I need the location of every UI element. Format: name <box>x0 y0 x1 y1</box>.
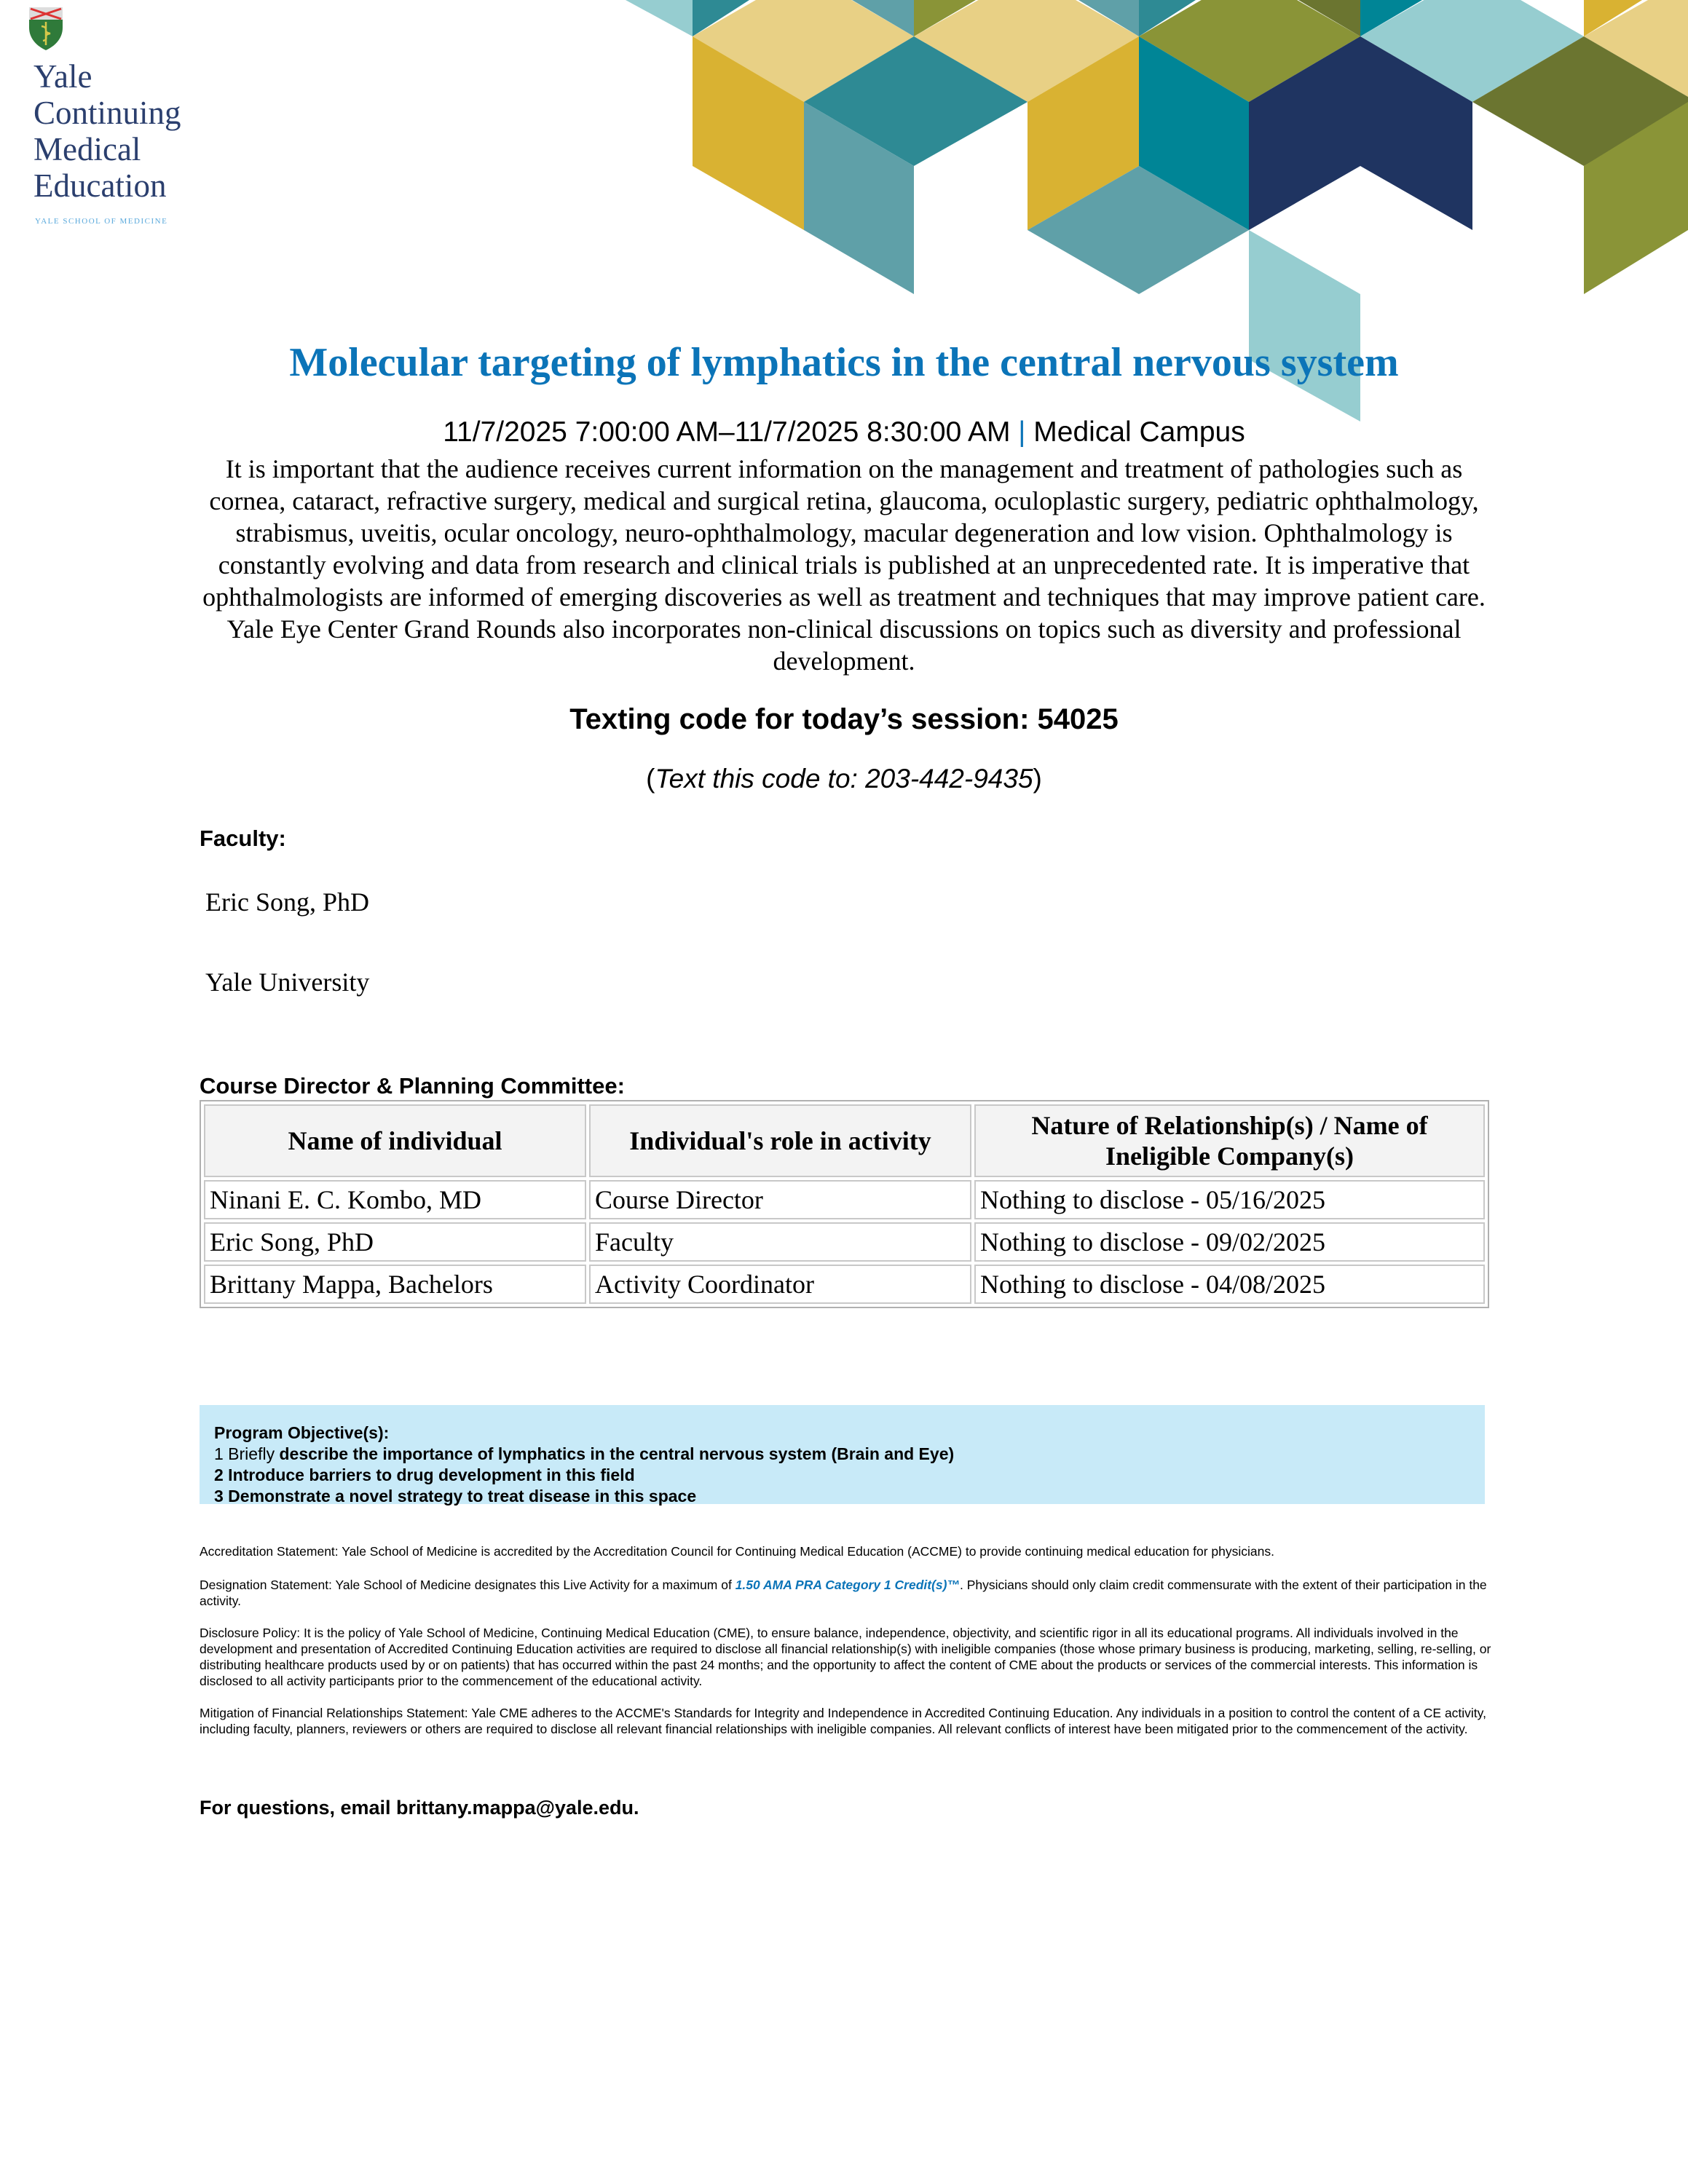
cell-relationship: Nothing to disclose - 04/08/2025 <box>974 1265 1485 1304</box>
objective-prefix: 1 Briefly <box>214 1444 280 1463</box>
committee-table <box>200 1100 1489 1308</box>
cell-name: Eric Song, PhD <box>204 1222 586 1262</box>
logo-line: Yale <box>33 58 92 95</box>
designation-statement <box>200 1577 1492 1609</box>
paren-open: ( <box>646 764 655 794</box>
mitigation-statement: Mitigation of Financial Relationships Statement: Yale CME adheres to the ACCME's Standards for Integrity and Independence in Accredited Continuing Education. Any individuals in a position to control the content of a CE activity, including faculty, planners, reviewers or others are required to disclose all relevant financial relationships with ineligible companies. All relevant conflicts of interest have been mitigated prior to the commencement of the activity. <box>200 1706 1486 1736</box>
text-to-number: Text this code to: 203-442-9435 <box>655 764 1033 794</box>
designation-text: . Physicians should only claim credit commensurate with the extent of their participation in the activity. <box>200 1578 1487 1608</box>
faculty-name: Eric Song, PhD <box>205 887 369 917</box>
table-row <box>204 1180 1485 1219</box>
table-header-row <box>204 1104 1485 1177</box>
texting-code: Texting code for today’s session: 54025 <box>569 703 1119 735</box>
table-row <box>204 1265 1485 1304</box>
cell-name: Brittany Mappa, Bachelors <box>204 1265 586 1304</box>
contact-email: For questions, email brittany.mappa@yale.edu. <box>200 1797 639 1819</box>
logo-line: Continuing <box>33 95 181 131</box>
objectives-heading: Program Objective(s): <box>214 1423 390 1442</box>
committee-heading: Course Director & Planning Committee: <box>200 1073 625 1099</box>
cell-role: Course Director <box>589 1180 971 1219</box>
event-description: It is important that the audience receives current information on the management and treatment of pathologies such as cornea, cataract, refractive surgery, medical and surgical retina, glaucoma, oculoplastic surgery, pediatric ophthalmology, strabismus, uveitis, ocular oncology, neuro-ophthalmology, macular degeneration and low vision. Ophthalmology is constantly evolving and data from research and clinical trials is published at an unprecedented rate. It is imperative that ophthalmologists are informed of emerging discoveries as well as treatment and techniques that may improve patient care. Yale Eye Center Grand Rounds also incorporates non-clinical discussions on topics such as diversity and professional development. <box>202 454 1486 676</box>
texting-instruction <box>0 764 1688 794</box>
paren-close: ) <box>1033 764 1042 794</box>
cell-role: Faculty <box>589 1222 971 1262</box>
column-header: Nature of Relationship(s) / Name of Ineligible Company(s) <box>974 1104 1485 1177</box>
event-datetime: 11/7/2025 7:00:00 AM–11/7/2025 8:30:00 AM <box>443 416 1011 448</box>
logo-line: Medical <box>33 131 141 167</box>
column-header: Individual's role in activity <box>589 1104 971 1177</box>
disclosure-policy: Disclosure Policy: It is the policy of Yale School of Medicine, Continuing Medical Education (CME), to ensure balance, independence, objectivity, and scientific rigor in all its educational programs. All individuals involved in the development and presentation of Accredited Continuing Education activities are required to disclose all financial relationship(s) with ineligible companies (those whose primary business is producing, marketing, selling, re-selling, or distributing healthcare products used by or on patients) that has occurred within the past 24 months; and the opportunity to affect the content of CME about the products or services of the commercial interests. This information is disclosed to all activity participants prior to the commencement of the educational activity. <box>200 1626 1491 1688</box>
cell-name: Ninani E. C. Kombo, MD <box>204 1180 586 1219</box>
faculty-heading: Faculty: <box>200 826 286 851</box>
logo-line: Education <box>33 167 167 204</box>
objective-text: describe the importance of lymphatics in the central nervous system (Brain and Eye) <box>279 1444 955 1463</box>
event-dateline <box>0 416 1688 448</box>
accreditation-statement: Accreditation Statement: Yale School of Medicine is accredited by the Accreditation Council for Continuing Medical Education (ACCME) to provide continuing medical education for physicians. <box>200 1544 1274 1559</box>
designation-text: Designation Statement: Yale School of Medicine designates this Live Activity for a maximum of <box>200 1578 735 1592</box>
cell-role: Activity Coordinator <box>589 1265 971 1304</box>
page-title: Molecular targeting of lymphatics in the central nervous system <box>289 340 1399 385</box>
yale-shield-logo-icon <box>28 6 64 51</box>
objective-item <box>214 1444 1470 1465</box>
program-objectives-box <box>200 1405 1485 1504</box>
separator: | <box>1018 416 1026 448</box>
objective-item: 2 Introduce barriers to drug development in this field <box>214 1465 635 1484</box>
yale-cme-logo <box>33 58 181 204</box>
faculty-institution: Yale University <box>205 968 370 997</box>
cell-relationship: Nothing to disclose - 05/16/2025 <box>974 1180 1485 1219</box>
credit-amount: 1.50 AMA PRA Category 1 Credit(s)™ <box>735 1578 960 1592</box>
event-location: Medical Campus <box>1033 416 1245 448</box>
column-header: Name of individual <box>204 1104 586 1177</box>
logo-subtitle: YALE SCHOOL OF MEDICINE <box>35 217 168 226</box>
objective-item: 3 Demonstrate a novel strategy to treat disease in this space <box>214 1487 697 1506</box>
cell-relationship: Nothing to disclose - 09/02/2025 <box>974 1222 1485 1262</box>
table-row <box>204 1222 1485 1262</box>
